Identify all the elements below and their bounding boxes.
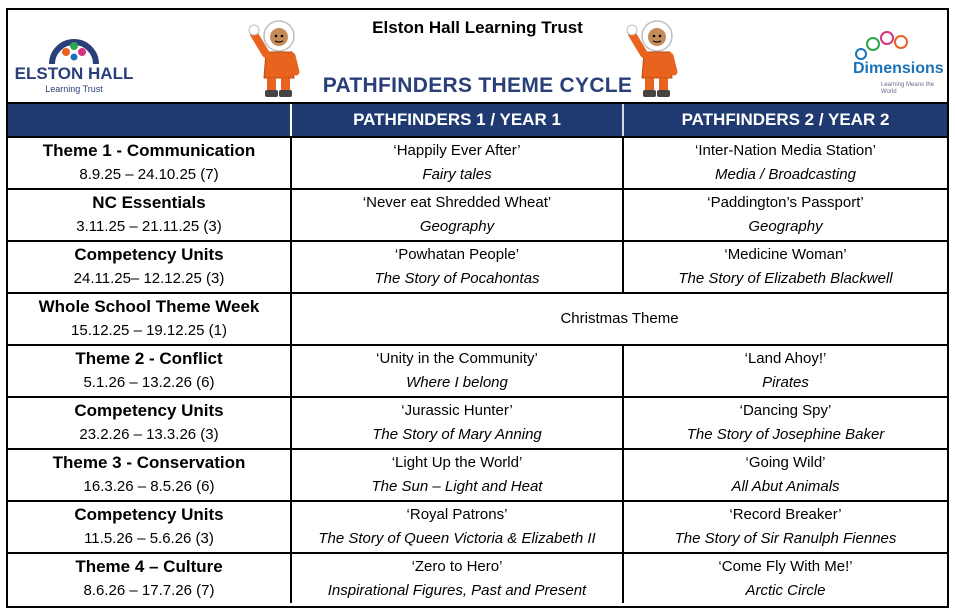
theme-cell (8, 554, 292, 603)
year2-cell (624, 138, 947, 188)
table-row (8, 188, 947, 240)
year2-subtopic: Geography (748, 218, 823, 235)
year1-topic: ‘Light Up the World’ (391, 454, 523, 471)
year2-topic: ‘Dancing Spy’ (739, 402, 832, 419)
theme-dates: 3.11.25 – 21.11.25 (3) (76, 218, 222, 235)
dimensions-logo (843, 30, 943, 100)
elston-hall-sub: Learning Trust (45, 84, 103, 94)
theme-name: Theme 3 - Conservation (52, 453, 246, 472)
year1-topic: ‘Royal Patrons’ (406, 506, 508, 523)
theme-cell (8, 138, 292, 188)
document-header (8, 10, 947, 102)
year1-subtopic: The Sun – Light and Heat (371, 478, 543, 495)
merged-topic: Christmas Theme (560, 310, 679, 327)
arctic-explorer-icon (624, 16, 682, 100)
table-row (8, 500, 947, 552)
merged-cell (292, 294, 947, 344)
table-row (8, 344, 947, 396)
year2-topic: ‘Come Fly With Me!’ (718, 557, 853, 575)
year1-cell (292, 398, 624, 448)
year1-subtopic: Geography (419, 218, 495, 235)
year2-topic: ‘Paddington’s Passport’ (707, 194, 864, 211)
year1-cell (292, 502, 624, 552)
year2-subtopic: Media / Broadcasting (715, 166, 856, 183)
year1-cell (292, 242, 624, 292)
year1-subtopic: Inspirational Figures, Past and Present (327, 581, 587, 599)
year1-topic: ‘Happily Ever After’ (393, 142, 521, 159)
theme-dates: 16.3.26 – 8.5.26 (6) (83, 478, 215, 495)
table-row (8, 396, 947, 448)
year1-topic: ‘Jurassic Hunter’ (401, 402, 513, 419)
theme-cycle-document (6, 8, 949, 608)
year2-cell (624, 502, 947, 552)
year1-topic: ‘Zero to Hero’ (411, 557, 503, 575)
dimensions-emblem-icon (843, 30, 943, 60)
table-header-row (8, 102, 947, 136)
year1-cell (292, 346, 624, 396)
year2-cell (624, 346, 947, 396)
table-row (8, 552, 947, 603)
theme-dates: 23.2.26 – 13.3.26 (3) (79, 426, 219, 443)
theme-name: NC Essentials (92, 193, 206, 212)
year2-topic: ‘Medicine Woman’ (724, 246, 847, 263)
year1-topic: ‘Unity in the Community’ (376, 350, 538, 367)
theme-name: Competency Units (74, 401, 224, 420)
trust-title: Elston Hall Learning Trust (372, 18, 583, 37)
year1-subtopic: The Story of Mary Anning (372, 426, 542, 443)
year1-subtopic: The Story of Queen Victoria & Elizabeth II (318, 530, 596, 547)
table-row (8, 448, 947, 500)
year2-subtopic: The Story of Elizabeth Blackwell (678, 270, 893, 287)
cycle-title: PATHFINDERS THEME CYCLE (322, 74, 633, 97)
theme-dates: 15.12.25 – 19.12.25 (1) (71, 322, 227, 339)
table-row (8, 292, 947, 344)
year2-topic: ‘Record Breaker’ (729, 506, 842, 523)
theme-dates: 11.5.26 – 5.6.26 (3) (84, 530, 214, 547)
theme-name: Theme 4 – Culture (75, 556, 223, 576)
year1-cell (292, 450, 624, 500)
year2-topic: ‘Inter-Nation Media Station’ (695, 142, 876, 159)
year1-subtopic: Where I belong (406, 374, 508, 391)
year2-cell (624, 190, 947, 240)
theme-cell (8, 242, 292, 292)
theme-dates: 24.11.25– 12.12.25 (3) (73, 270, 225, 287)
year2-subtopic: Arctic Circle (745, 581, 826, 599)
theme-dates: 8.9.25 – 24.10.25 (7) (79, 166, 219, 183)
theme-name: Theme 2 - Conflict (75, 349, 223, 368)
year1-cell (292, 554, 624, 603)
theme-dates: 8.6.26 – 17.7.26 (7) (83, 581, 215, 599)
theme-name: Competency Units (74, 245, 224, 264)
table-row (8, 136, 947, 188)
header-col1 (8, 104, 292, 136)
year1-topic: ‘Powhatan People’ (394, 246, 520, 263)
year2-subtopic: The Story of Josephine Baker (686, 426, 885, 443)
header-year1: PATHFINDERS 1 / YEAR 1 (292, 104, 624, 136)
dimensions-brand: Dimensions (853, 60, 944, 77)
year2-cell (624, 450, 947, 500)
theme-name: Whole School Theme Week (38, 297, 260, 316)
theme-cell (8, 294, 292, 344)
year2-cell (624, 398, 947, 448)
year2-cell (624, 242, 947, 292)
dimensions-sub: Learning Means the World (881, 82, 935, 95)
year1-topic: ‘Never eat Shredded Wheat’ (362, 194, 552, 211)
year1-cell (292, 138, 624, 188)
theme-cell (8, 450, 292, 500)
year2-topic: ‘Land Ahoy!’ (744, 350, 827, 367)
theme-table (8, 102, 947, 603)
year2-topic: ‘Going Wild’ (745, 454, 826, 471)
theme-cell (8, 398, 292, 448)
theme-cell (8, 502, 292, 552)
year2-subtopic: Pirates (762, 374, 809, 391)
theme-dates: 5.1.26 – 13.2.26 (6) (83, 374, 215, 391)
theme-cell (8, 190, 292, 240)
year2-cell (624, 554, 947, 603)
theme-name: Theme 1 - Communication (42, 141, 256, 160)
elston-hall-brand: ELSTON HALL (14, 64, 134, 83)
theme-name: Competency Units (74, 505, 224, 524)
year1-subtopic: The Story of Pocahontas (374, 270, 540, 287)
year1-subtopic: Fairy tales (422, 166, 492, 183)
year1-cell (292, 190, 624, 240)
header-year2: PATHFINDERS 2 / YEAR 2 (681, 110, 890, 129)
year2-subtopic: The Story of Sir Ranulph Fiennes (674, 530, 897, 547)
theme-cell (8, 346, 292, 396)
table-row (8, 240, 947, 292)
year2-subtopic: All Abut Animals (731, 478, 840, 495)
